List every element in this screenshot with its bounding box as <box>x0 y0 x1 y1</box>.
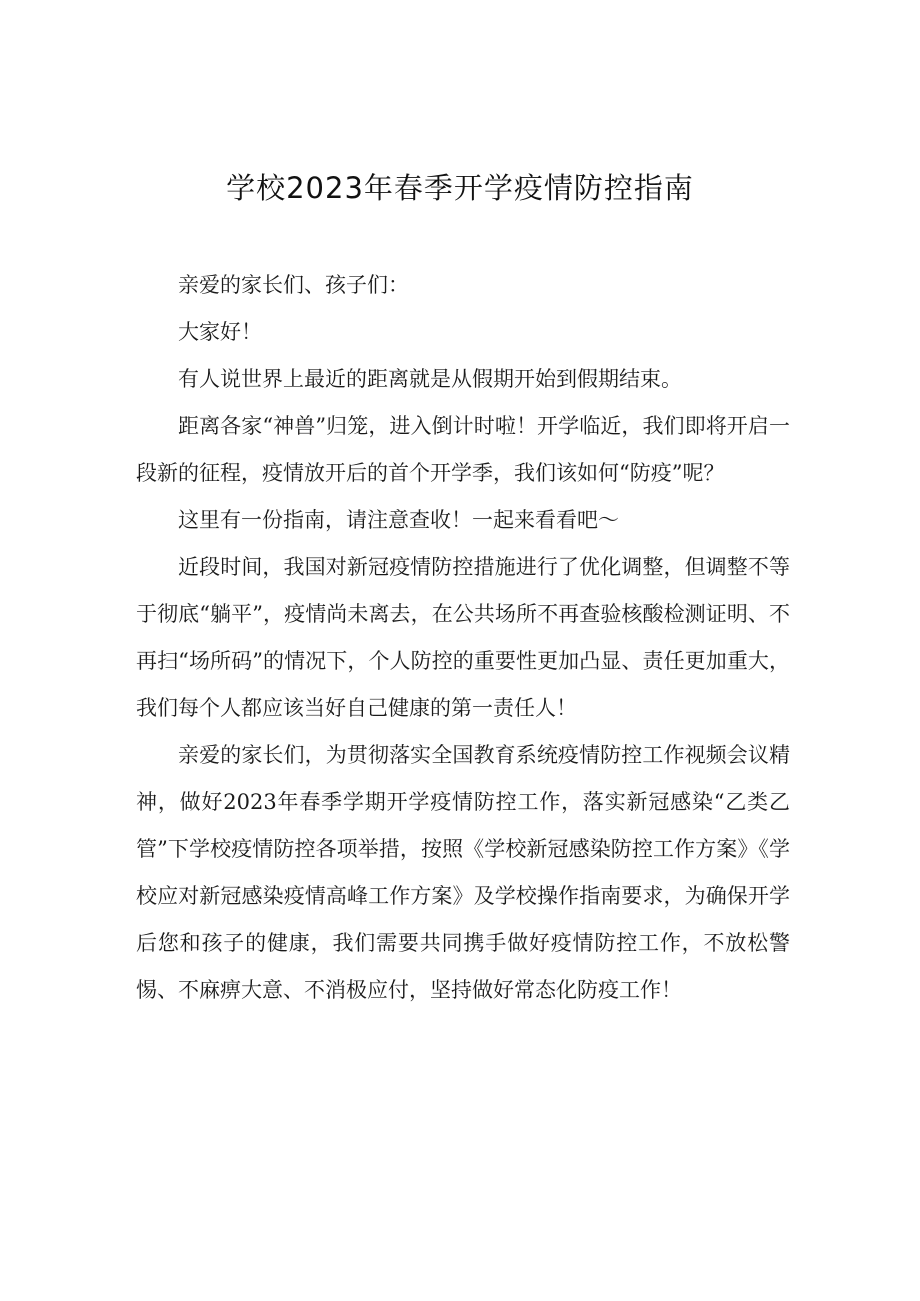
document-body <box>136 262 790 1014</box>
paragraph-parents-appeal: 亲爱的家长们，为贯彻落实全国教育系统疫情防控工作视频会议精神，做好2023年春季学期开学疫情防控工作，落实新冠感染“乙类乙管”下学校疫情防控各项举措，按照《学校新冠感染防控工作方案》《学校应对新冠感染疫情高峰工作方案》及学校操作指南要求，为确保开学后您和孩子的健康，我们需要共同携手做好疫情防控工作，不放松警惕、不麻痹大意、不消极应付，坚持做好常态化防疫工作！ <box>136 743 790 1002</box>
paragraph-countdown: 距离各家“神兽”归笼，进入倒计时啦！开学临近，我们即将开启一段新的征程，疫情放开后的首个开学季，我们该如何“防疫”呢？ <box>136 414 790 485</box>
paragraph-greeting: 亲爱的家长们、孩子们： <box>178 273 409 297</box>
paragraph-guide-intro: 这里有一份指南，请注意查收！一起来看看吧～ <box>178 508 619 532</box>
document-title: 学校2023年春季开学疫情防控指南 <box>226 171 694 205</box>
paragraph-distance: 有人说世界上最近的距离就是从假期开始到假期结束。 <box>178 367 682 391</box>
paragraph-hello: 大家好！ <box>178 320 262 344</box>
paragraph-policy-adjustment: 近段时间，我国对新冠疫情防控措施进行了优化调整，但调整不等于彻底“躺平”，疫情尚未离去，在公共场所不再查验核酸检测证明、不再扫“场所码”的情况下，个人防控的重要性更加凸显、责任更加重大，我们每个人都应该当好自己健康的第一责任人！ <box>136 555 790 720</box>
